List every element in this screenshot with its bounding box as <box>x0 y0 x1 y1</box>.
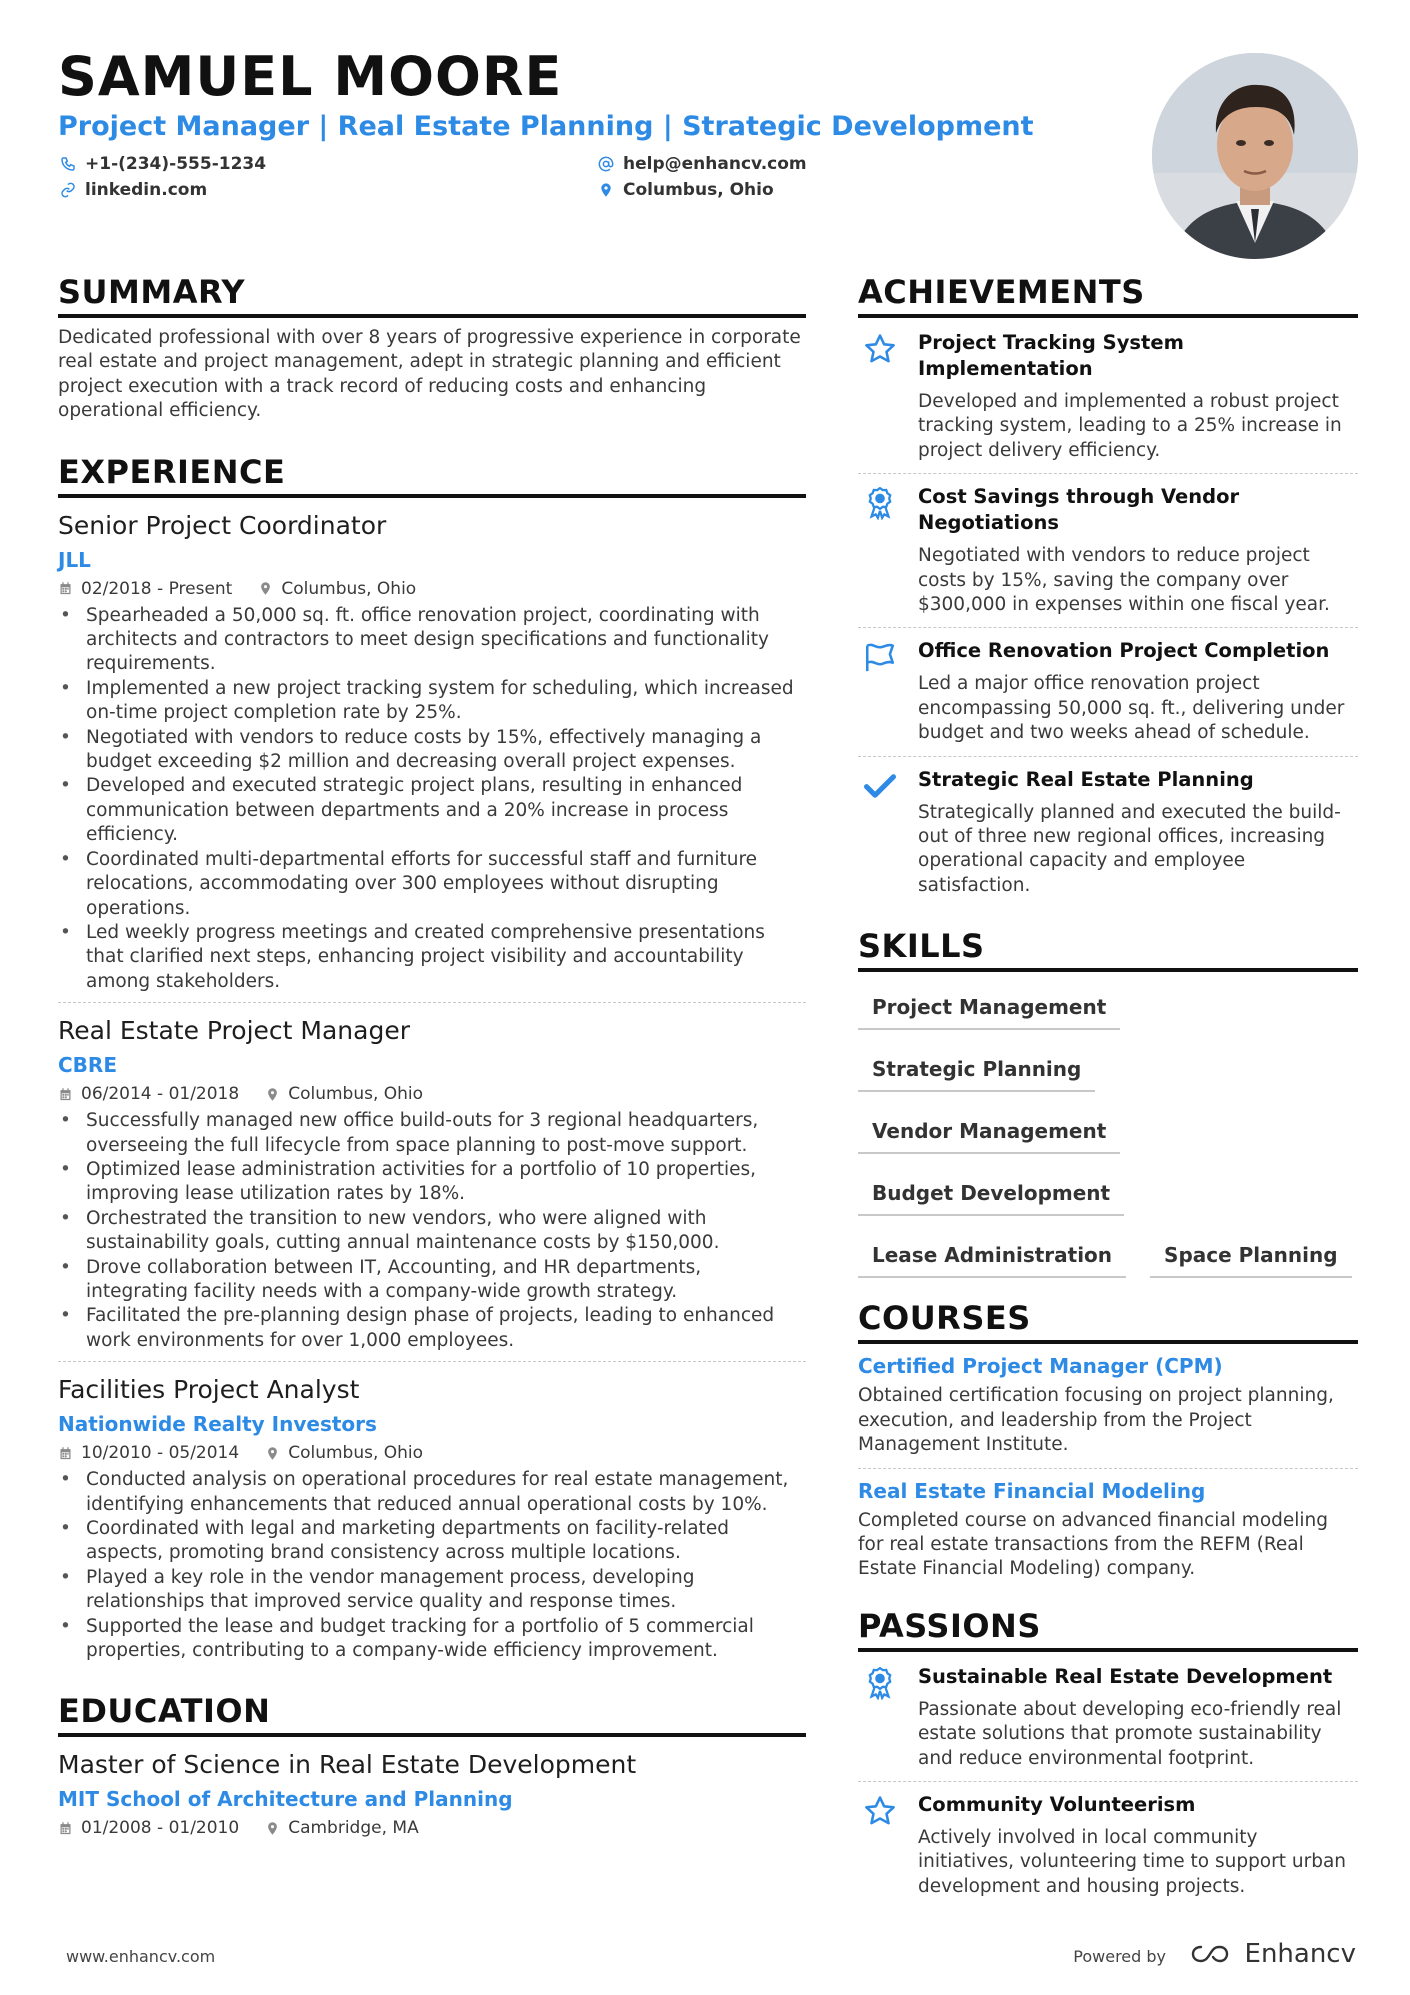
skill-tag: Project Management <box>858 984 1120 1030</box>
course-title[interactable]: Real Estate Financial Modeling <box>858 1478 1206 1503</box>
achievements-heading: ACHIEVEMENTS <box>858 272 1358 318</box>
passions-heading: PASSIONS <box>858 1606 1358 1652</box>
summary-heading: SUMMARY <box>58 272 806 318</box>
course-title[interactable]: Certified Project Manager (CPM) <box>858 1354 1223 1379</box>
experience-entry <box>58 1361 806 1663</box>
contact-location <box>598 180 774 200</box>
job-title: Senior Project Coordinator <box>58 510 387 540</box>
list-item: • Coordinated with legal and marketing departments on facility-related aspects, promoting brand consistency across multiple locations. <box>58 1517 806 1566</box>
list-item: • Orchestrated the transition to new vendors, who were aligned with sustainability goals, cutting annual maintenance costs by $150,000. <box>58 1207 806 1256</box>
calendar-icon <box>58 1087 73 1102</box>
phone-text: +1-(234)-555-1234 <box>85 154 267 174</box>
achievement-title: Strategic Real Estate Planning <box>918 767 1254 791</box>
contact-linkedin[interactable] <box>60 180 207 200</box>
passion-item <box>858 1654 1358 1781</box>
checkmark-icon <box>863 769 897 803</box>
company-name[interactable]: JLL <box>58 547 91 572</box>
candidate-name: SAMUEL MOORE <box>58 45 563 108</box>
location-pin-icon <box>265 1446 280 1461</box>
skill-tag: Strategic Planning <box>858 1046 1095 1092</box>
achievement-desc: Developed and implemented a robust project tracking system, leading to a 25% increase in project delivery efficiency. <box>918 391 1342 461</box>
passion-title: Community Volunteerism <box>918 1792 1196 1816</box>
job-meta <box>58 1442 806 1464</box>
course-item <box>858 1468 1358 1592</box>
link-icon <box>60 182 76 198</box>
achievement-desc: Led a major office renovation project encompassing 50,000 sq. ft., delivering under budget and two weeks ahead of schedule. <box>918 673 1345 744</box>
list-item: • Developed and executed strategic project plans, resulting in enhanced communication between departments and a 20% increase in process efficiency. <box>58 774 806 847</box>
education-section <box>58 1691 806 1839</box>
skill-tag: Budget Development <box>858 1170 1124 1216</box>
list-item: • Optimized lease administration activities for a portfolio of 10 properties, improving lease utilization rates by 18%. <box>58 1158 806 1207</box>
experience-section <box>58 452 806 1664</box>
list-item: • Facilitated the pre-planning design phase of projects, leading to enhanced work environments for over 1,000 employees. <box>58 1304 806 1353</box>
location-pin-icon <box>265 1821 280 1836</box>
passion-desc: Actively involved in local community initiatives, volunteering time to support urban development and housing projects. <box>918 1826 1347 1897</box>
passion-item <box>858 1781 1358 1909</box>
degree-title: Master of Science in Real Estate Development <box>58 1750 637 1780</box>
skills-heading: SKILLS <box>858 926 1358 972</box>
job-dates: 10/2010 - 05/2014 <box>81 1443 240 1464</box>
location-pin-icon <box>598 182 614 198</box>
location-text: Columbus, Ohio <box>623 180 774 200</box>
phone-icon <box>60 156 76 172</box>
achievement-title: Project Tracking System Implementation <box>918 331 1184 380</box>
enhancv-logo-icon <box>1189 1941 1235 1967</box>
summary-section <box>58 272 806 424</box>
job-bullets <box>58 1468 806 1663</box>
resume-header <box>58 46 1138 204</box>
job-bullets <box>58 604 806 995</box>
skills-section <box>858 926 1358 1294</box>
brand-name: Enhancv <box>1244 1939 1356 1969</box>
passion-desc: Passionate about developing eco-friendly real estate solutions that promote sustainability and reduce environmental footprint. <box>918 1698 1342 1769</box>
contact-email[interactable] <box>598 154 807 174</box>
job-title: Real Estate Project Manager <box>58 1016 410 1046</box>
passions-section <box>858 1606 1358 1909</box>
list-item: • Coordinated multi-departmental efforts for successful staff and furniture relocations, accommodating over 300 employees without disrupting operations. <box>58 848 806 921</box>
list-item: • Led weekly progress meetings and created comprehensive presentations that clarified next steps, enhancing project visibility and accountability among stakeholders. <box>58 921 806 994</box>
list-item: • Implemented a new project tracking system for scheduling, which increased on-time project completion rate by 25%. <box>58 677 806 726</box>
skill-tag: Vendor Management <box>858 1108 1120 1154</box>
achievement-item <box>858 627 1358 755</box>
course-desc: Completed course on advanced financial modeling for real estate transactions from the REFM (Real Estate Financial Modeling) company. <box>858 1509 1329 1580</box>
candidate-tagline: Project Manager | Real Estate Planning | Strategic Development <box>58 111 1034 142</box>
list-item: • Supported the lease and budget tracking for a portfolio of 5 commercial properties, contributing to a company-wide efficiency improvement. <box>58 1615 806 1664</box>
education-meta <box>58 1817 806 1839</box>
location-pin-icon <box>258 581 273 596</box>
job-title: Facilities Project Analyst <box>58 1375 360 1405</box>
job-dates: 06/2014 - 01/2018 <box>81 1084 240 1105</box>
star-icon <box>863 332 897 366</box>
company-name[interactable]: CBRE <box>58 1053 117 1078</box>
email-text: help@enhancv.com <box>623 154 807 174</box>
list-item: • Spearheaded a 50,000 sq. ft. office renovation project, coordinating with architects and contractors to meet design specifications and functionality requirements. <box>58 604 806 677</box>
list-item: • Conducted analysis on operational procedures for real estate management, identifying enhancements that reduced annual operational costs by 10%. <box>58 1468 806 1517</box>
page-footer <box>66 1939 1356 1975</box>
job-dates: 02/2018 - Present <box>81 578 233 599</box>
experience-entry <box>58 510 806 995</box>
skills-list <box>858 984 1358 1294</box>
linkedin-text: linkedin.com <box>85 180 208 200</box>
footer-website-link[interactable]: www.enhancv.com <box>66 1947 216 1966</box>
job-meta <box>58 578 806 600</box>
skill-tag: Lease Administration <box>858 1232 1126 1278</box>
achievement-title: Cost Savings through Vendor Negotiations <box>918 485 1240 535</box>
calendar-icon <box>58 581 73 596</box>
summary-text: Dedicated professional with over 8 years of progressive experience in corporate real estate and project management, adept in strategic planning and efficient project execution with a track record of reducing costs and enhancing operational efficiency. <box>58 327 801 422</box>
list-item: • Successfully managed new office build-outs for 3 regional headquarters, overseeing the full lifecycle from space planning to post-move support. <box>58 1109 806 1158</box>
company-name[interactable]: Nationwide Realty Investors <box>58 1412 377 1437</box>
left-column <box>58 272 806 1839</box>
job-meta <box>58 1083 806 1105</box>
job-bullets <box>58 1109 806 1353</box>
flag-icon <box>863 640 897 674</box>
course-item <box>858 1344 1358 1467</box>
courses-heading: COURSES <box>858 1298 1358 1344</box>
enhancv-logo[interactable] <box>1189 1939 1356 1969</box>
education-dates: 01/2008 - 01/2010 <box>81 1818 240 1839</box>
avatar <box>1152 53 1358 259</box>
job-location: Columbus, Ohio <box>288 1443 424 1464</box>
powered-by-label: Powered by <box>1073 1947 1166 1966</box>
achievement-title: Office Renovation Project Completion <box>918 639 1330 663</box>
courses-section <box>858 1298 1358 1591</box>
location-pin-icon <box>265 1087 280 1102</box>
achievement-desc: Negotiated with vendors to reduce project costs by 15%, saving the company over $300,000 in expenses within one fiscal year. <box>918 545 1330 616</box>
calendar-icon <box>58 1446 73 1461</box>
job-location: Columbus, Ohio <box>281 578 417 599</box>
at-sign-icon <box>598 156 614 172</box>
job-location: Columbus, Ohio <box>288 1084 424 1105</box>
contact-phone[interactable] <box>60 154 266 174</box>
education-location: Cambridge, MA <box>288 1818 419 1839</box>
achievement-desc: Strategically planned and executed the build-out of three new regional offices, increasing operational capacity and employee satisfaction. <box>918 801 1341 896</box>
list-item: • Drove collaboration between IT, Accounting, and HR departments, integrating facility needs with a company-wide growth strategy. <box>58 1256 806 1305</box>
achievements-section <box>858 272 1358 908</box>
passion-title: Sustainable Real Estate Development <box>918 1664 1333 1688</box>
skill-tag: Space Planning <box>1150 1232 1352 1278</box>
experience-entry <box>58 1002 806 1353</box>
list-item: • Negotiated with vendors to reduce costs by 15%, effectively managing a budget exceeding $2 million and decreasing overall project expenses. <box>58 726 806 775</box>
achievement-item <box>858 320 1358 473</box>
award-ribbon-icon <box>863 1666 897 1700</box>
award-ribbon-icon <box>863 486 897 520</box>
right-column <box>858 272 1358 1909</box>
education-heading: EDUCATION <box>58 1691 806 1737</box>
education-entry <box>58 1749 806 1839</box>
course-desc: Obtained certification focusing on project planning, execution, and leadership from the Project Management Institute. <box>858 1385 1334 1456</box>
achievement-item <box>858 756 1358 909</box>
star-icon <box>863 1794 897 1828</box>
profile-photo <box>1152 53 1358 259</box>
calendar-icon <box>58 1821 73 1836</box>
contact-info <box>58 150 958 204</box>
achievement-item <box>858 473 1358 627</box>
experience-heading: EXPERIENCE <box>58 452 806 498</box>
school-name[interactable]: MIT School of Architecture and Planning <box>58 1787 513 1812</box>
list-item: • Played a key role in the vendor management process, developing relationships that improved service quality and response times. <box>58 1566 806 1615</box>
